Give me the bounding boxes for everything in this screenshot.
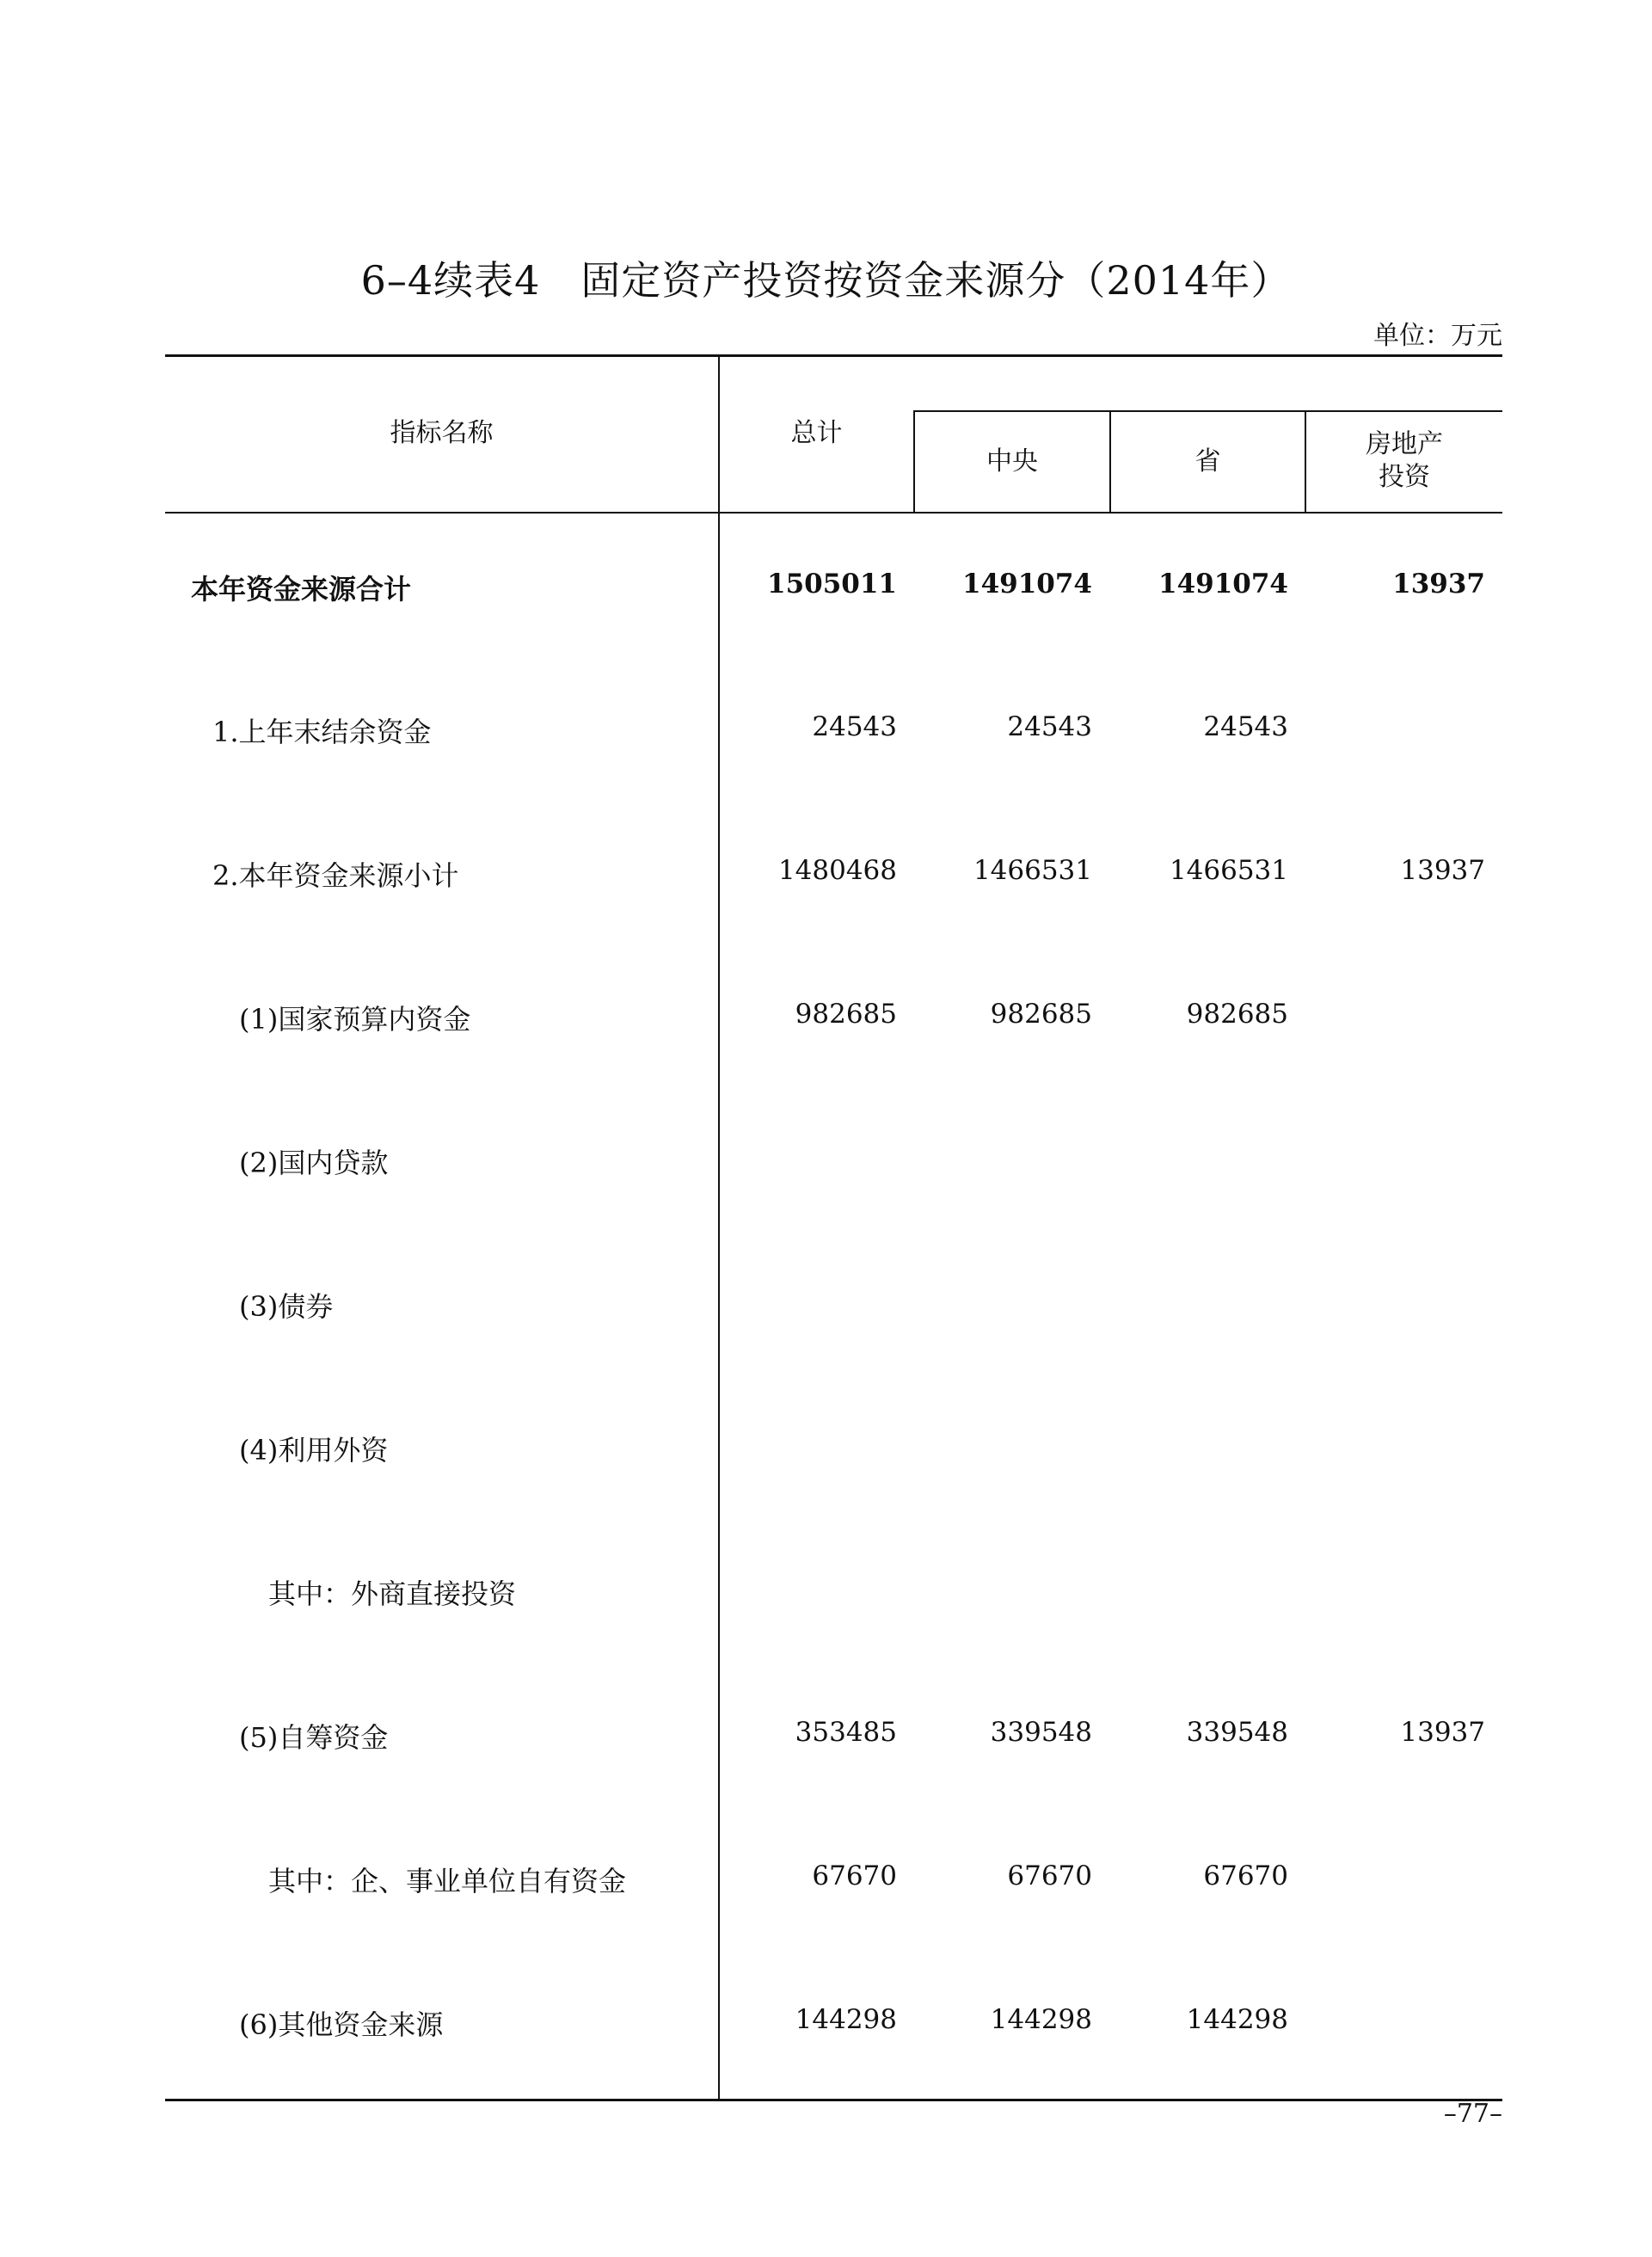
- cell-total: 1480468: [777, 855, 897, 886]
- cell-total: 24543: [812, 711, 897, 742]
- cell-total: 353485: [795, 1717, 897, 1748]
- row-label: 2.本年资金来源小计: [212, 859, 459, 892]
- cell-province: 339548: [1186, 1717, 1288, 1748]
- cell-central: 1491074: [962, 569, 1092, 600]
- row-label: 本年资金来源合计: [191, 573, 412, 606]
- cell-real-estate: 13937: [1400, 855, 1485, 886]
- cell-real-estate: 13937: [1392, 569, 1485, 600]
- row-label: 其中：外商直接投资: [268, 1577, 517, 1610]
- header-real-estate: [1306, 428, 1502, 494]
- header-central: 中央: [986, 446, 1038, 477]
- row-label: (6)其他资金来源: [239, 2008, 444, 2041]
- cell-province: 982685: [1186, 999, 1288, 1030]
- header-total: 总计: [790, 418, 843, 448]
- cell-province: 1466531: [1169, 855, 1288, 886]
- cell-central: 24543: [1007, 711, 1092, 742]
- row-label: (4)利用外资: [239, 1434, 389, 1467]
- page-title: 6–4续表4 固定资产投资按资金来源分（2014年）: [360, 257, 1292, 304]
- cell-real-estate: 13937: [1400, 1717, 1485, 1748]
- row-label: 1.上年末结余资金: [212, 716, 432, 748]
- header-real-estate-line2: 投资: [1379, 462, 1430, 492]
- header-subgroup-rule: [913, 410, 1502, 412]
- cell-central: 144298: [990, 2004, 1092, 2035]
- cell-province: 1491074: [1158, 569, 1288, 600]
- header-bottom-rule: [165, 512, 1502, 514]
- unit-label: 单位：万元: [1373, 321, 1502, 351]
- cell-central: 1466531: [973, 855, 1092, 886]
- cell-province: 144298: [1186, 2004, 1288, 2035]
- cell-total: 144298: [795, 2004, 897, 2035]
- indicator-column-divider: [718, 354, 720, 2100]
- cell-total: 67670: [812, 1860, 897, 1891]
- cell-central: 67670: [1007, 1860, 1092, 1891]
- page-number: –77–: [1443, 2099, 1502, 2129]
- row-label: (5)自筹资金: [239, 1721, 389, 1754]
- cell-province: 24543: [1203, 711, 1288, 742]
- cell-central: 982685: [990, 999, 1092, 1030]
- table-top-rule: [165, 354, 1502, 357]
- header-indicator: 指标名称: [390, 418, 494, 448]
- cell-province: 67670: [1203, 1860, 1288, 1891]
- header-province: 省: [1194, 446, 1221, 477]
- header-real-estate-line1: 房地产: [1366, 429, 1443, 459]
- row-label: (1)国家预算内资金: [239, 1003, 471, 1036]
- row-label: (2)国内贷款: [239, 1147, 389, 1179]
- table-bottom-rule: [165, 2099, 1502, 2101]
- cell-total: 982685: [795, 999, 897, 1030]
- row-label: 其中：企、事业单位自有资金: [268, 1865, 627, 1897]
- cell-central: 339548: [990, 1717, 1092, 1748]
- cell-total: 1505011: [767, 569, 897, 600]
- row-label: (3)债券: [239, 1290, 334, 1323]
